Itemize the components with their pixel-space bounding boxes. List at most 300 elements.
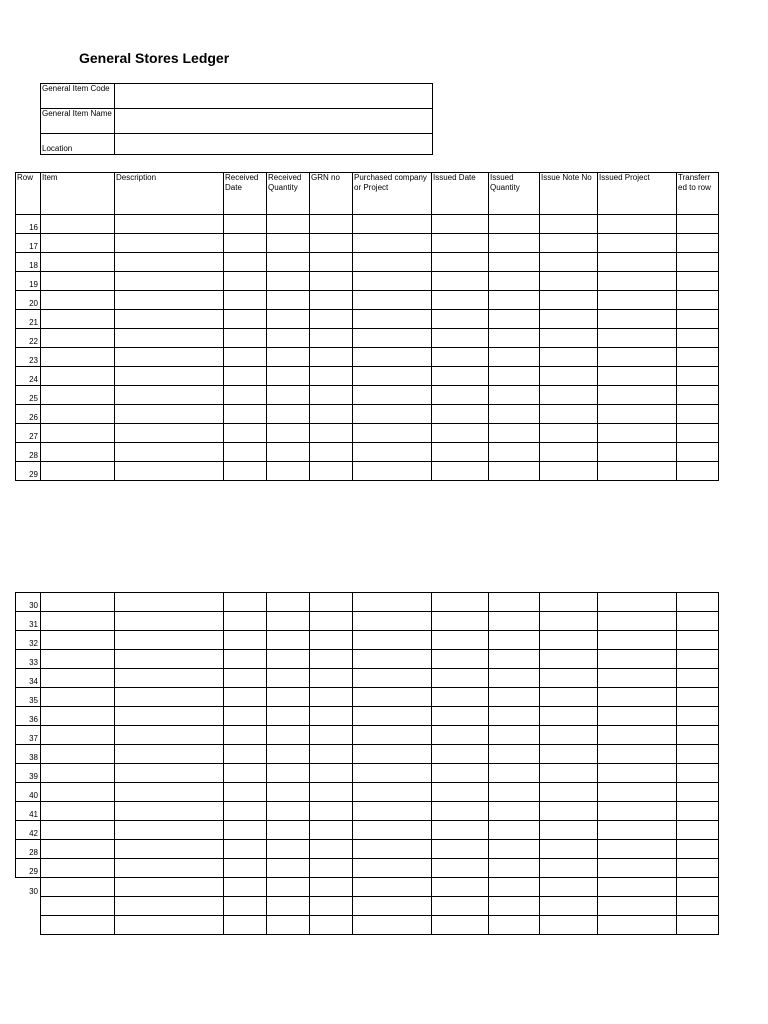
ledger-cell[interactable]	[540, 916, 598, 935]
ledger-cell[interactable]	[353, 783, 432, 802]
ledger-cell[interactable]	[598, 821, 677, 840]
ledger-cell[interactable]	[41, 802, 115, 821]
ledger-cell[interactable]	[310, 897, 353, 916]
ledger-cell[interactable]	[115, 688, 224, 707]
ledger-cell[interactable]	[224, 215, 267, 234]
ledger-cell[interactable]	[267, 405, 310, 424]
ledger-cell[interactable]	[677, 745, 719, 764]
ledger-cell[interactable]	[489, 821, 540, 840]
ledger-cell[interactable]	[41, 745, 115, 764]
ledger-cell[interactable]	[598, 631, 677, 650]
ledger-cell[interactable]	[598, 253, 677, 272]
ledger-cell[interactable]	[432, 631, 489, 650]
ledger-cell[interactable]	[310, 443, 353, 462]
ledger-cell[interactable]	[540, 405, 598, 424]
ledger-cell[interactable]	[677, 783, 719, 802]
ledger-cell[interactable]	[540, 443, 598, 462]
ledger-cell[interactable]	[598, 688, 677, 707]
ledger-cell[interactable]	[677, 802, 719, 821]
ledger-cell[interactable]	[115, 707, 224, 726]
ledger-cell[interactable]	[267, 386, 310, 405]
ledger-cell[interactable]	[353, 764, 432, 783]
ledger-cell[interactable]	[224, 443, 267, 462]
ledger-cell[interactable]	[677, 650, 719, 669]
ledger-cell[interactable]	[41, 310, 115, 329]
ledger-cell[interactable]	[310, 916, 353, 935]
ledger-cell[interactable]	[598, 291, 677, 310]
ledger-cell[interactable]	[598, 462, 677, 481]
ledger-cell[interactable]	[353, 897, 432, 916]
ledger-cell[interactable]	[224, 462, 267, 481]
ledger-cell[interactable]	[267, 707, 310, 726]
ledger-cell[interactable]	[41, 386, 115, 405]
ledger-cell[interactable]	[432, 367, 489, 386]
ledger-cell[interactable]	[677, 367, 719, 386]
ledger-cell[interactable]	[432, 745, 489, 764]
ledger-cell[interactable]	[489, 329, 540, 348]
ledger-cell[interactable]	[224, 367, 267, 386]
ledger-cell[interactable]	[489, 424, 540, 443]
ledger-cell[interactable]	[115, 234, 224, 253]
ledger-cell[interactable]	[310, 386, 353, 405]
ledger-cell[interactable]	[224, 650, 267, 669]
ledger-cell[interactable]	[432, 726, 489, 745]
ledger-cell[interactable]	[432, 593, 489, 612]
ledger-cell[interactable]	[353, 631, 432, 650]
ledger-cell[interactable]	[267, 234, 310, 253]
ledger-cell[interactable]	[598, 593, 677, 612]
ledger-cell[interactable]	[115, 764, 224, 783]
ledger-cell[interactable]	[353, 424, 432, 443]
ledger-cell[interactable]	[489, 386, 540, 405]
ledger-cell[interactable]	[115, 745, 224, 764]
ledger-cell[interactable]	[267, 593, 310, 612]
ledger-cell[interactable]	[432, 840, 489, 859]
ledger-cell[interactable]	[540, 688, 598, 707]
ledger-cell[interactable]	[598, 783, 677, 802]
ledger-cell[interactable]	[432, 878, 489, 897]
ledger-cell[interactable]	[598, 443, 677, 462]
ledger-cell[interactable]	[224, 329, 267, 348]
ledger-cell[interactable]	[353, 291, 432, 310]
ledger-cell[interactable]	[310, 234, 353, 253]
ledger-cell[interactable]	[432, 291, 489, 310]
ledger-cell[interactable]	[677, 688, 719, 707]
ledger-cell[interactable]	[489, 462, 540, 481]
ledger-cell[interactable]	[540, 897, 598, 916]
ledger-cell[interactable]	[540, 631, 598, 650]
ledger-cell[interactable]	[224, 612, 267, 631]
ledger-cell[interactable]	[115, 821, 224, 840]
ledger-cell[interactable]	[267, 612, 310, 631]
ledger-cell[interactable]	[41, 631, 115, 650]
ledger-cell[interactable]	[115, 783, 224, 802]
ledger-cell[interactable]	[489, 310, 540, 329]
ledger-cell[interactable]	[489, 726, 540, 745]
ledger-cell[interactable]	[353, 916, 432, 935]
ledger-cell[interactable]	[267, 897, 310, 916]
ledger-cell[interactable]	[540, 802, 598, 821]
ledger-cell[interactable]	[41, 348, 115, 367]
ledger-cell[interactable]	[353, 878, 432, 897]
ledger-cell[interactable]	[489, 897, 540, 916]
ledger-cell[interactable]	[353, 650, 432, 669]
ledger-cell[interactable]	[267, 443, 310, 462]
ledger-cell[interactable]	[489, 840, 540, 859]
ledger-cell[interactable]	[310, 745, 353, 764]
ledger-cell[interactable]	[115, 215, 224, 234]
ledger-cell[interactable]	[310, 272, 353, 291]
ledger-cell[interactable]	[598, 764, 677, 783]
ledger-cell[interactable]	[41, 329, 115, 348]
ledger-cell[interactable]	[432, 650, 489, 669]
ledger-cell[interactable]	[540, 593, 598, 612]
ledger-cell[interactable]	[115, 367, 224, 386]
ledger-cell[interactable]	[224, 310, 267, 329]
ledger-cell[interactable]	[540, 859, 598, 878]
ledger-cell[interactable]	[353, 612, 432, 631]
ledger-cell[interactable]	[432, 348, 489, 367]
ledger-cell[interactable]	[115, 253, 224, 272]
ledger-cell[interactable]	[432, 253, 489, 272]
ledger-cell[interactable]	[677, 253, 719, 272]
ledger-cell[interactable]	[224, 707, 267, 726]
ledger-cell[interactable]	[267, 783, 310, 802]
ledger-cell[interactable]	[432, 859, 489, 878]
ledger-cell[interactable]	[353, 253, 432, 272]
ledger-cell[interactable]	[267, 688, 310, 707]
ledger-cell[interactable]	[489, 631, 540, 650]
ledger-cell[interactable]	[41, 859, 115, 878]
ledger-cell[interactable]	[115, 878, 224, 897]
ledger-cell[interactable]	[353, 329, 432, 348]
ledger-cell[interactable]	[540, 234, 598, 253]
ledger-cell[interactable]	[677, 859, 719, 878]
ledger-cell[interactable]	[41, 215, 115, 234]
ledger-cell[interactable]	[41, 405, 115, 424]
ledger-cell[interactable]	[115, 329, 224, 348]
ledger-cell[interactable]	[677, 234, 719, 253]
ledger-cell[interactable]	[598, 878, 677, 897]
ledger-cell[interactable]	[310, 215, 353, 234]
ledger-cell[interactable]	[489, 215, 540, 234]
ledger-cell[interactable]	[224, 688, 267, 707]
ledger-cell[interactable]	[540, 707, 598, 726]
ledger-cell[interactable]	[540, 310, 598, 329]
ledger-cell[interactable]	[432, 669, 489, 688]
ledger-cell[interactable]	[310, 291, 353, 310]
ledger-cell[interactable]	[353, 272, 432, 291]
ledger-cell[interactable]	[432, 764, 489, 783]
ledger-cell[interactable]	[432, 897, 489, 916]
ledger-cell[interactable]	[353, 348, 432, 367]
ledger-cell[interactable]	[224, 386, 267, 405]
ledger-cell[interactable]	[267, 310, 310, 329]
ledger-cell[interactable]	[489, 650, 540, 669]
ledger-cell[interactable]	[598, 424, 677, 443]
ledger-cell[interactable]	[267, 348, 310, 367]
ledger-cell[interactable]	[310, 612, 353, 631]
ledger-cell[interactable]	[224, 424, 267, 443]
ledger-cell[interactable]	[41, 612, 115, 631]
ledger-cell[interactable]	[115, 631, 224, 650]
ledger-cell[interactable]	[677, 612, 719, 631]
ledger-cell[interactable]	[489, 593, 540, 612]
ledger-cell[interactable]	[432, 707, 489, 726]
ledger-cell[interactable]	[224, 783, 267, 802]
ledger-cell[interactable]	[41, 291, 115, 310]
ledger-cell[interactable]	[353, 707, 432, 726]
ledger-cell[interactable]	[310, 367, 353, 386]
ledger-cell[interactable]	[432, 329, 489, 348]
ledger-cell[interactable]	[224, 234, 267, 253]
ledger-cell[interactable]	[41, 443, 115, 462]
ledger-cell[interactable]	[432, 783, 489, 802]
ledger-cell[interactable]	[489, 253, 540, 272]
ledger-cell[interactable]	[41, 424, 115, 443]
ledger-cell[interactable]	[677, 897, 719, 916]
ledger-cell[interactable]	[540, 783, 598, 802]
ledger-cell[interactable]	[677, 821, 719, 840]
ledger-cell[interactable]	[115, 612, 224, 631]
ledger-cell[interactable]	[224, 631, 267, 650]
ledger-cell[interactable]	[224, 291, 267, 310]
ledger-cell[interactable]	[267, 878, 310, 897]
ledger-cell[interactable]	[224, 348, 267, 367]
ledger-cell[interactable]	[489, 291, 540, 310]
ledger-cell[interactable]	[310, 329, 353, 348]
location-field[interactable]	[115, 134, 433, 155]
ledger-cell[interactable]	[41, 840, 115, 859]
ledger-cell[interactable]	[540, 462, 598, 481]
ledger-cell[interactable]	[41, 253, 115, 272]
ledger-cell[interactable]	[677, 443, 719, 462]
ledger-cell[interactable]	[432, 443, 489, 462]
ledger-cell[interactable]	[598, 329, 677, 348]
ledger-cell[interactable]	[540, 764, 598, 783]
ledger-cell[interactable]	[267, 745, 310, 764]
ledger-cell[interactable]	[267, 916, 310, 935]
ledger-cell[interactable]	[267, 367, 310, 386]
ledger-cell[interactable]	[540, 253, 598, 272]
ledger-cell[interactable]	[598, 272, 677, 291]
ledger-cell[interactable]	[41, 669, 115, 688]
ledger-cell[interactable]	[267, 272, 310, 291]
ledger-cell[interactable]	[41, 367, 115, 386]
ledger-cell[interactable]	[267, 859, 310, 878]
ledger-cell[interactable]	[540, 272, 598, 291]
ledger-cell[interactable]	[224, 253, 267, 272]
item-name-field[interactable]	[115, 109, 433, 134]
ledger-cell[interactable]	[115, 291, 224, 310]
ledger-cell[interactable]	[598, 650, 677, 669]
ledger-cell[interactable]	[489, 783, 540, 802]
ledger-cell[interactable]	[310, 840, 353, 859]
ledger-cell[interactable]	[310, 726, 353, 745]
ledger-cell[interactable]	[353, 215, 432, 234]
ledger-cell[interactable]	[115, 802, 224, 821]
ledger-cell[interactable]	[224, 859, 267, 878]
ledger-cell[interactable]	[353, 726, 432, 745]
ledger-cell[interactable]	[598, 745, 677, 764]
ledger-cell[interactable]	[432, 462, 489, 481]
ledger-cell[interactable]	[353, 405, 432, 424]
ledger-cell[interactable]	[540, 840, 598, 859]
ledger-cell[interactable]	[489, 367, 540, 386]
ledger-cell[interactable]	[598, 669, 677, 688]
ledger-cell[interactable]	[267, 253, 310, 272]
ledger-cell[interactable]	[115, 669, 224, 688]
ledger-cell[interactable]	[41, 593, 115, 612]
ledger-cell[interactable]	[267, 631, 310, 650]
ledger-cell[interactable]	[310, 424, 353, 443]
ledger-cell[interactable]	[115, 462, 224, 481]
ledger-cell[interactable]	[41, 783, 115, 802]
ledger-cell[interactable]	[310, 669, 353, 688]
ledger-cell[interactable]	[115, 897, 224, 916]
ledger-cell[interactable]	[224, 897, 267, 916]
ledger-cell[interactable]	[310, 859, 353, 878]
ledger-cell[interactable]	[677, 878, 719, 897]
ledger-cell[interactable]	[310, 707, 353, 726]
ledger-cell[interactable]	[41, 878, 115, 897]
ledger-cell[interactable]	[310, 802, 353, 821]
ledger-cell[interactable]	[267, 215, 310, 234]
ledger-cell[interactable]	[677, 707, 719, 726]
ledger-cell[interactable]	[489, 802, 540, 821]
ledger-cell[interactable]	[310, 821, 353, 840]
ledger-cell[interactable]	[115, 310, 224, 329]
ledger-cell[interactable]	[267, 291, 310, 310]
ledger-cell[interactable]	[310, 878, 353, 897]
ledger-cell[interactable]	[41, 821, 115, 840]
ledger-cell[interactable]	[540, 424, 598, 443]
ledger-cell[interactable]	[540, 650, 598, 669]
ledger-cell[interactable]	[489, 669, 540, 688]
ledger-cell[interactable]	[115, 443, 224, 462]
ledger-cell[interactable]	[540, 745, 598, 764]
ledger-cell[interactable]	[353, 859, 432, 878]
ledger-cell[interactable]	[432, 802, 489, 821]
ledger-cell[interactable]	[41, 916, 115, 935]
ledger-cell[interactable]	[432, 424, 489, 443]
ledger-cell[interactable]	[540, 348, 598, 367]
item-code-field[interactable]	[115, 84, 433, 109]
ledger-cell[interactable]	[310, 462, 353, 481]
ledger-cell[interactable]	[115, 916, 224, 935]
ledger-cell[interactable]	[677, 405, 719, 424]
ledger-cell[interactable]	[540, 726, 598, 745]
ledger-cell[interactable]	[267, 821, 310, 840]
ledger-cell[interactable]	[267, 424, 310, 443]
ledger-cell[interactable]	[115, 424, 224, 443]
ledger-cell[interactable]	[677, 764, 719, 783]
ledger-cell[interactable]	[115, 593, 224, 612]
ledger-cell[interactable]	[115, 726, 224, 745]
ledger-cell[interactable]	[41, 707, 115, 726]
ledger-cell[interactable]	[353, 669, 432, 688]
ledger-cell[interactable]	[310, 764, 353, 783]
ledger-cell[interactable]	[489, 688, 540, 707]
ledger-cell[interactable]	[224, 593, 267, 612]
ledger-cell[interactable]	[489, 916, 540, 935]
ledger-cell[interactable]	[432, 386, 489, 405]
ledger-cell[interactable]	[267, 764, 310, 783]
ledger-cell[interactable]	[489, 234, 540, 253]
ledger-cell[interactable]	[489, 859, 540, 878]
ledger-cell[interactable]	[540, 612, 598, 631]
ledger-cell[interactable]	[432, 916, 489, 935]
ledger-cell[interactable]	[353, 234, 432, 253]
ledger-cell[interactable]	[353, 593, 432, 612]
ledger-cell[interactable]	[598, 310, 677, 329]
ledger-cell[interactable]	[115, 840, 224, 859]
ledger-cell[interactable]	[677, 916, 719, 935]
ledger-cell[interactable]	[677, 726, 719, 745]
ledger-cell[interactable]	[353, 443, 432, 462]
ledger-cell[interactable]	[598, 348, 677, 367]
ledger-cell[interactable]	[432, 234, 489, 253]
ledger-cell[interactable]	[310, 348, 353, 367]
ledger-cell[interactable]	[353, 688, 432, 707]
ledger-cell[interactable]	[677, 631, 719, 650]
ledger-cell[interactable]	[489, 878, 540, 897]
ledger-cell[interactable]	[224, 726, 267, 745]
ledger-cell[interactable]	[115, 859, 224, 878]
ledger-cell[interactable]	[224, 745, 267, 764]
ledger-cell[interactable]	[598, 612, 677, 631]
ledger-cell[interactable]	[41, 272, 115, 291]
ledger-cell[interactable]	[598, 916, 677, 935]
ledger-cell[interactable]	[540, 367, 598, 386]
ledger-cell[interactable]	[224, 802, 267, 821]
ledger-cell[interactable]	[677, 462, 719, 481]
ledger-cell[interactable]	[540, 291, 598, 310]
ledger-cell[interactable]	[267, 802, 310, 821]
ledger-cell[interactable]	[489, 272, 540, 291]
ledger-cell[interactable]	[267, 462, 310, 481]
ledger-cell[interactable]	[677, 669, 719, 688]
ledger-cell[interactable]	[353, 386, 432, 405]
ledger-cell[interactable]	[267, 726, 310, 745]
ledger-cell[interactable]	[540, 878, 598, 897]
ledger-cell[interactable]	[224, 272, 267, 291]
ledger-cell[interactable]	[677, 291, 719, 310]
ledger-cell[interactable]	[677, 348, 719, 367]
ledger-cell[interactable]	[41, 897, 115, 916]
ledger-cell[interactable]	[115, 405, 224, 424]
ledger-cell[interactable]	[540, 215, 598, 234]
ledger-cell[interactable]	[353, 840, 432, 859]
ledger-cell[interactable]	[598, 897, 677, 916]
ledger-cell[interactable]	[115, 650, 224, 669]
ledger-cell[interactable]	[677, 215, 719, 234]
ledger-cell[interactable]	[489, 348, 540, 367]
ledger-cell[interactable]	[598, 840, 677, 859]
ledger-cell[interactable]	[224, 840, 267, 859]
ledger-cell[interactable]	[41, 650, 115, 669]
ledger-cell[interactable]	[41, 462, 115, 481]
ledger-cell[interactable]	[677, 840, 719, 859]
ledger-cell[interactable]	[540, 669, 598, 688]
ledger-cell[interactable]	[41, 688, 115, 707]
ledger-cell[interactable]	[432, 310, 489, 329]
ledger-cell[interactable]	[489, 405, 540, 424]
ledger-cell[interactable]	[598, 215, 677, 234]
ledger-cell[interactable]	[677, 386, 719, 405]
ledger-cell[interactable]	[677, 593, 719, 612]
ledger-cell[interactable]	[41, 726, 115, 745]
